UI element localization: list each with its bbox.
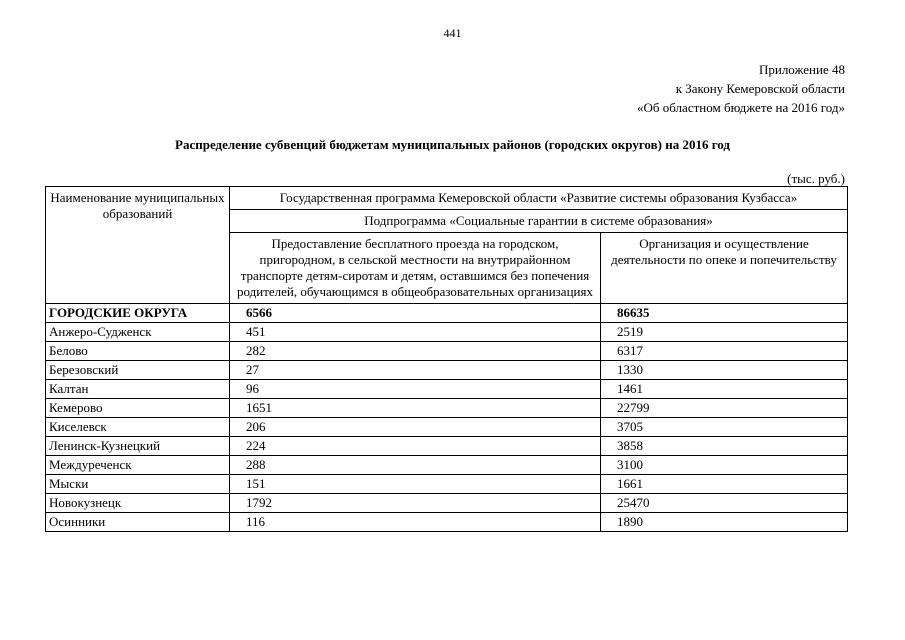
appendix-block [637,60,845,117]
row-name: Кемерово [46,399,230,418]
row-value-transport: 206 [230,418,601,437]
table-row [46,513,848,532]
appendix-line-2: к Закону Кемеровской области [675,81,845,96]
page-number: 441 [443,26,462,40]
row-value-guardianship: 1330 [601,361,848,380]
table-row [46,494,848,513]
row-value-transport: 224 [230,437,601,456]
row-value-guardianship: 3858 [601,437,848,456]
table-row [46,361,848,380]
appendix-line-3: «Об областном бюджете на 2016 год» [637,100,845,115]
row-value-guardianship: 86635 [601,304,848,323]
table-row [46,418,848,437]
row-value-guardianship: 1461 [601,380,848,399]
row-value-transport: 96 [230,380,601,399]
row-value-transport: 1651 [230,399,601,418]
row-value-transport: 282 [230,342,601,361]
row-value-guardianship: 3100 [601,456,848,475]
row-value-transport: 116 [230,513,601,532]
row-name: Осинники [46,513,230,532]
row-name: Анжеро-Судженск [46,323,230,342]
header-col-guardianship: Организация и осуществление деятельности по опеке и попечительству [601,233,848,304]
appendix-line-1: Приложение 48 [758,62,845,77]
row-name: Междуреченск [46,456,230,475]
table-row [46,475,848,494]
row-name: Новокузнецк [46,494,230,513]
row-value-guardianship: 1661 [601,475,848,494]
table-row [46,342,848,361]
table-row [46,437,848,456]
row-value-guardianship: 22799 [601,399,848,418]
table-row [46,323,848,342]
row-name: Березовский [46,361,230,380]
header-program: Государственная программа Кемеровской области «Развитие системы образования Кузбасса» [230,187,848,210]
row-value-guardianship: 25470 [601,494,848,513]
document-title: Распределение субвенций бюджетам муниципальных районов (городских округов) на 2016 год [175,137,730,152]
units-label: (тыс. руб.) [787,171,845,186]
row-value-transport: 27 [230,361,601,380]
table-row [46,399,848,418]
row-value-transport: 1792 [230,494,601,513]
row-value-guardianship: 2519 [601,323,848,342]
row-value-guardianship: 3705 [601,418,848,437]
header-col-free-transport: Предоставление бесплатного проезда на городском, пригородном, в сельской местности на внутрирайонном транспорте детям-сиротам и детям, оставшимся без попечения родителей, обучающимся в общеобразовательных организациях [230,233,601,304]
row-value-guardianship: 6317 [601,342,848,361]
table-row-total [46,304,848,323]
table-row [46,456,848,475]
subvention-table [45,186,848,532]
row-name: Киселевск [46,418,230,437]
header-municipality: Наименование муниципальных образований [46,187,230,304]
row-name: Калтан [46,380,230,399]
table-row [46,380,848,399]
row-value-transport: 288 [230,456,601,475]
row-value-guardianship: 1890 [601,513,848,532]
header-subprogram: Подпрограмма «Социальные гарантии в системе образования» [230,210,848,233]
row-value-transport: 151 [230,475,601,494]
row-name: Белово [46,342,230,361]
row-name: Мыски [46,475,230,494]
row-value-transport: 6566 [230,304,601,323]
row-name: ГОРОДСКИЕ ОКРУГА [46,304,230,323]
row-name: Ленинск-Кузнецкий [46,437,230,456]
row-value-transport: 451 [230,323,601,342]
